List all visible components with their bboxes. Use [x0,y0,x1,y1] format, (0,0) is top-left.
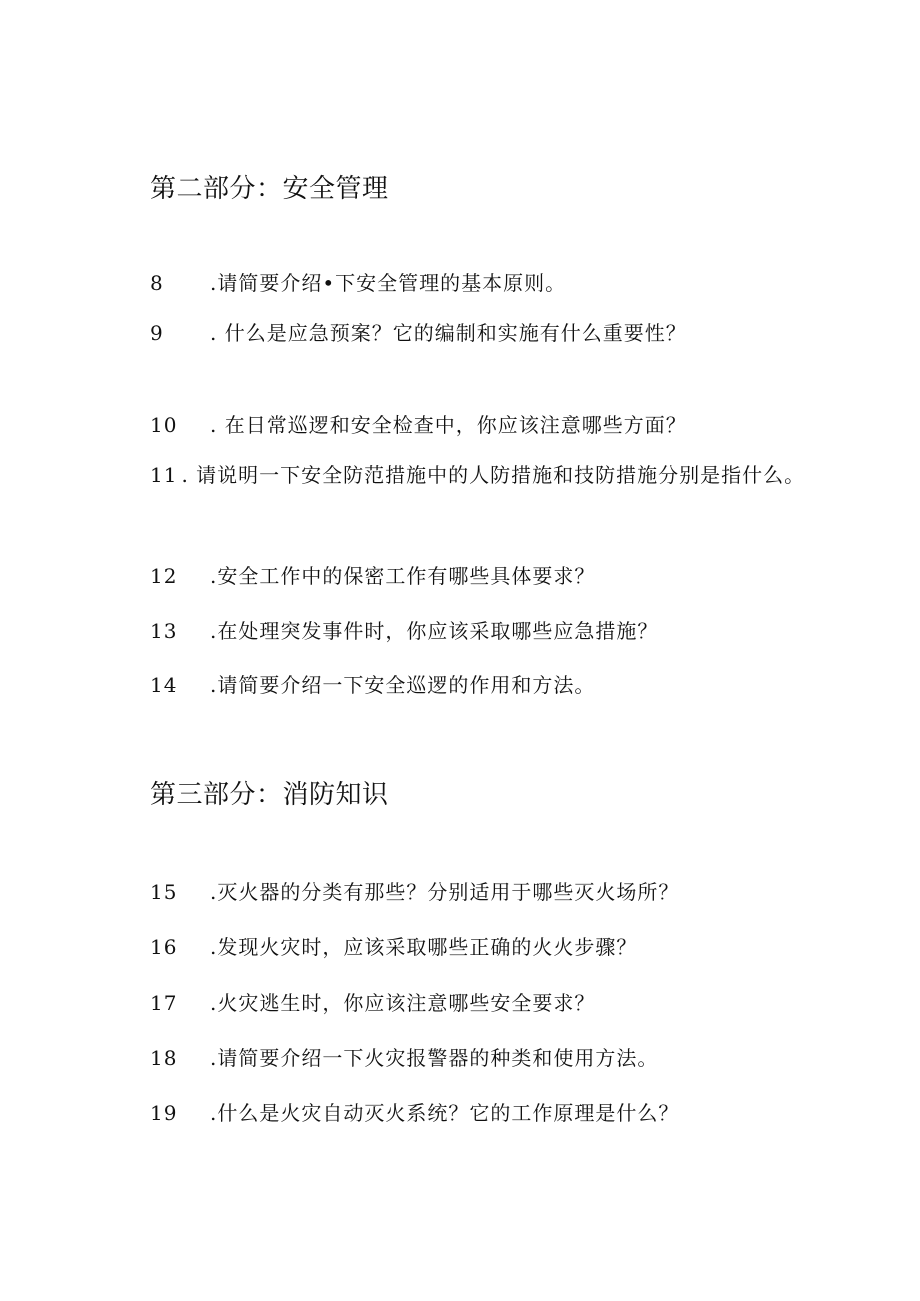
section-title-fire-knowledge: 第三部分：消防知识 [150,780,389,810]
question-number: 12 [150,564,178,588]
question-number: 10 [150,413,178,437]
question-text: .在处理突发事件时，你应该采取哪些应急措施？ [210,619,659,643]
question-item [150,410,687,440]
question-text: .请简要介绍一下火灾报警器的种类和使用方法。 [210,1046,659,1070]
question-text: . 请说明一下安全防范措施中的人防措施和技防措施分别是指什么。 [181,463,806,487]
question-text: .火灾逃生时，你应该注意哪些安全要求？ [210,991,596,1015]
question-text: . 在日常巡逻和安全检查中，你应该注意哪些方面？ [210,413,687,437]
question-number: 8 [150,271,164,295]
question-text: .灭火器的分类有那些？分别适用于哪些灭火场所？ [210,880,680,904]
question-number: 19 [150,1101,178,1125]
question-number: 14 [150,673,178,697]
question-number: 15 [150,880,178,904]
question-item [150,561,595,591]
question-item [150,268,566,298]
question-text: .安全工作中的保密工作有哪些具体要求？ [210,564,596,588]
question-item [104,450,824,500]
question-item [150,877,679,907]
question-number: 13 [150,619,178,643]
question-item [150,1098,679,1128]
question-text: .发现火灾时，应该采取哪些正确的火火步骤？ [210,935,638,959]
question-text: .什么是火灾自动灭火系统？它的工作原理是什么？ [210,1101,680,1125]
question-number: 11 [150,463,178,487]
question-item [150,988,595,1018]
question-number: 9 [150,321,164,345]
question-text: . 什么是应急预案？它的编制和实施有什么重要性？ [210,321,687,345]
question-number: 18 [150,1046,178,1070]
question-item [150,616,658,646]
question-number: 16 [150,935,178,959]
question-item [150,318,687,348]
question-number: 17 [150,991,178,1015]
question-text: .请简要介绍•下安全管理的基本原则。 [210,271,567,295]
question-item [150,1043,658,1073]
section-title-safety-management: 第二部分：安全管理 [150,174,389,204]
question-item [150,932,637,962]
question-item [150,670,595,700]
question-text: .请简要介绍一下安全巡逻的作用和方法。 [210,673,596,697]
